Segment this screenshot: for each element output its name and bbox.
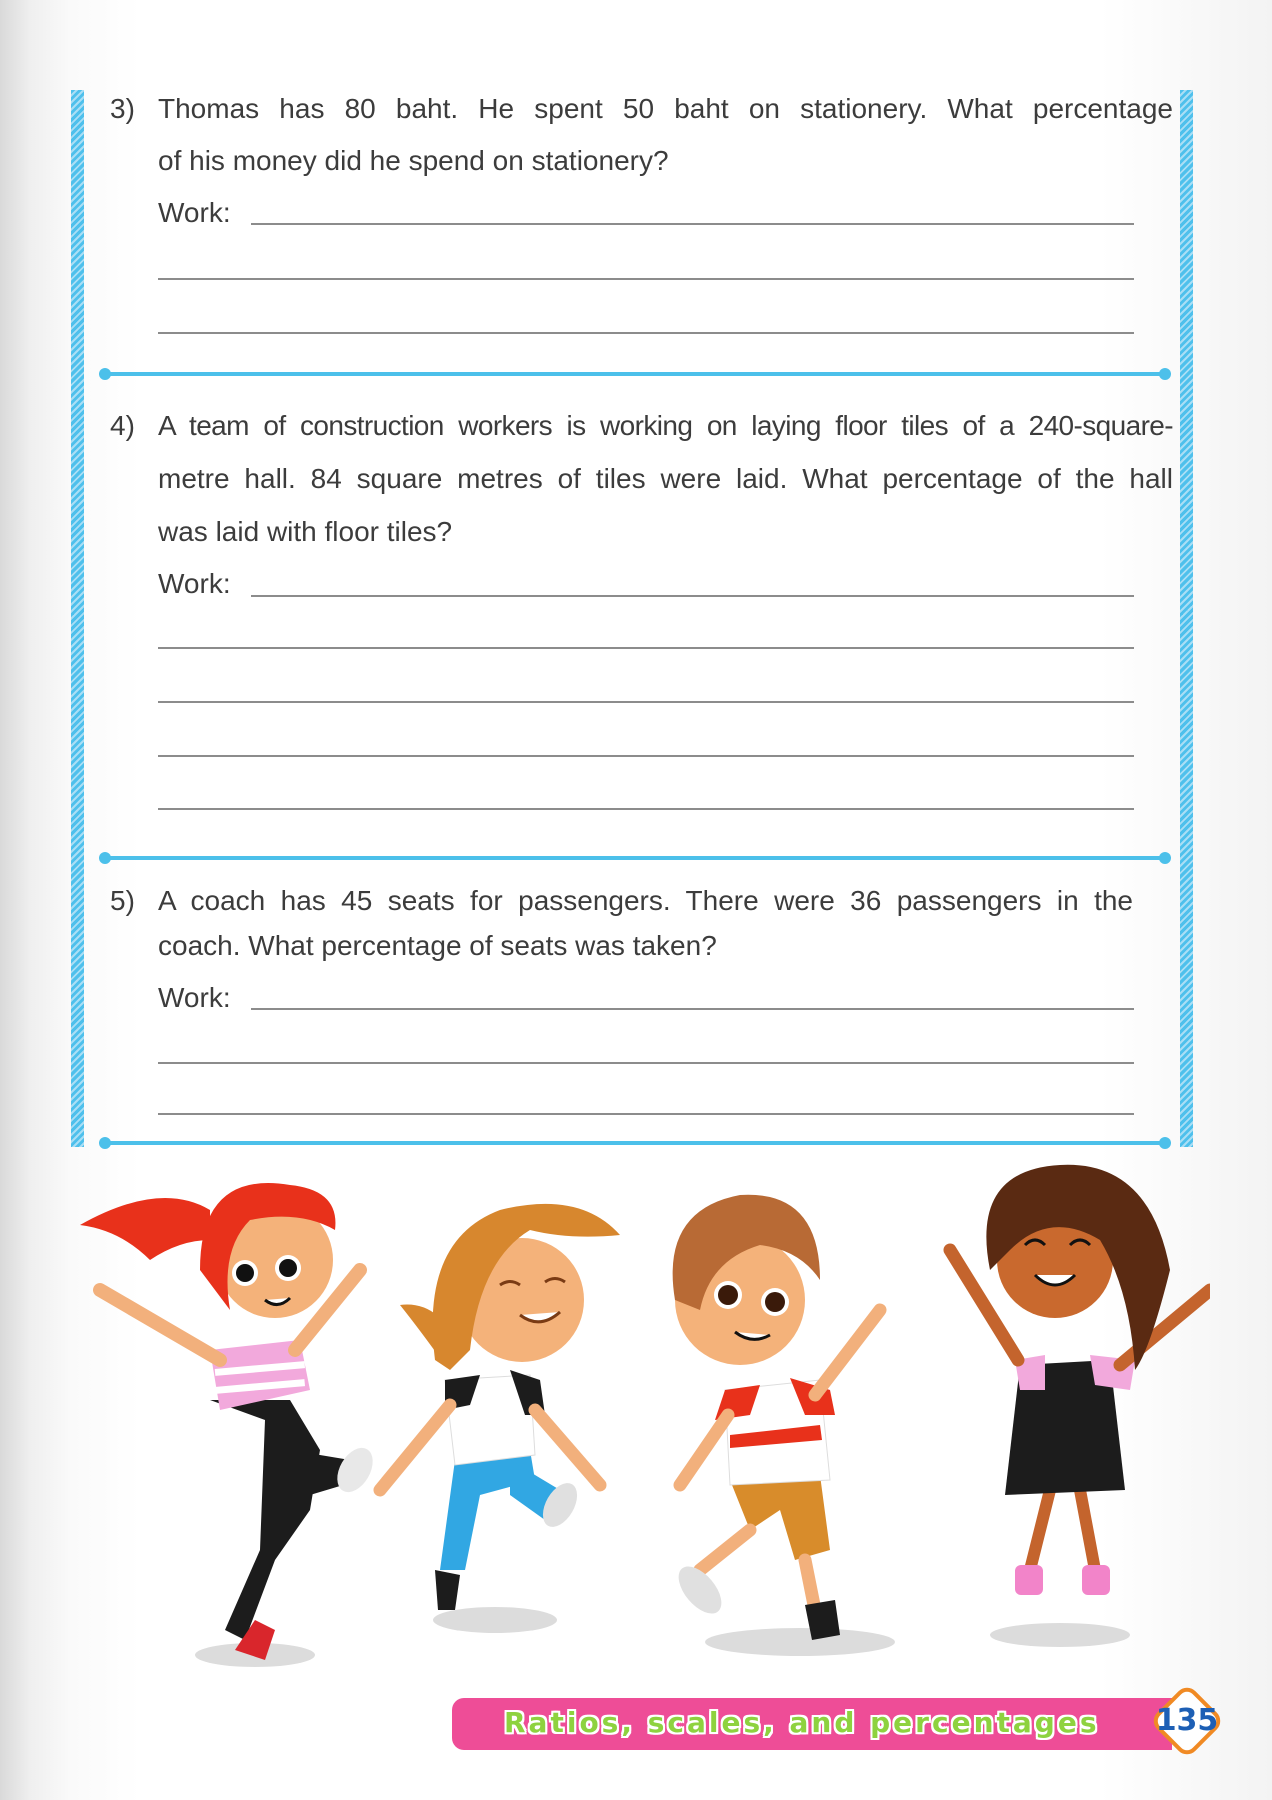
work-label: Work:: [158, 568, 231, 599]
question-text-line: of his money did he spend on stationery?: [158, 145, 669, 176]
answer-line[interactable]: [251, 1008, 1134, 1010]
answer-line[interactable]: [158, 332, 1134, 334]
question-text-line: A team of construction workers is working on laying floor tiles of a 240-square-: [158, 410, 1173, 441]
section-divider: [105, 1141, 1165, 1145]
answer-line[interactable]: [158, 701, 1134, 703]
jumping-kids-illustration: [60, 1150, 1210, 1690]
answer-line[interactable]: [251, 223, 1134, 225]
answer-line[interactable]: [158, 1113, 1134, 1115]
kid-brown-hair-boy: [671, 1195, 880, 1640]
right-decorative-stripe: [1180, 90, 1193, 1147]
chapter-title: Ratios, scales, and percentages: [504, 1706, 1100, 1739]
section-divider: [105, 372, 1165, 376]
answer-line[interactable]: [158, 647, 1134, 649]
answer-line[interactable]: [158, 278, 1134, 280]
work-label: Work:: [158, 197, 231, 228]
question-number: 3): [110, 93, 135, 124]
left-decorative-stripe: [71, 90, 84, 1147]
kid-curly-hair-girl: [950, 1165, 1210, 1595]
chapter-footer-banner: [452, 1698, 1172, 1750]
question-text-line: metre hall. 84 square metres of tiles were laid. What percentage of the hall: [158, 463, 1173, 494]
question-text-line: A coach has 45 seats for passengers. There were 36 passengers in the: [158, 885, 1133, 916]
answer-line[interactable]: [251, 595, 1134, 597]
question-text-line: Thomas has 80 baht. He spent 50 baht on stationery. What percentage: [158, 93, 1173, 124]
question-text-line: coach. What percentage of seats was taken?: [158, 930, 717, 961]
kid-red-hair-girl: [80, 1183, 380, 1660]
answer-line[interactable]: [158, 1062, 1134, 1064]
answer-line[interactable]: [158, 755, 1134, 757]
question-number: 4): [110, 410, 135, 441]
question-text-line: was laid with floor tiles?: [158, 516, 453, 547]
page-number: 135: [1155, 1703, 1219, 1738]
answer-line[interactable]: [158, 808, 1134, 810]
question-number: 5): [110, 885, 135, 916]
kid-blonde-girl: [380, 1204, 620, 1610]
work-label: Work:: [158, 982, 231, 1013]
section-divider: [105, 856, 1165, 860]
